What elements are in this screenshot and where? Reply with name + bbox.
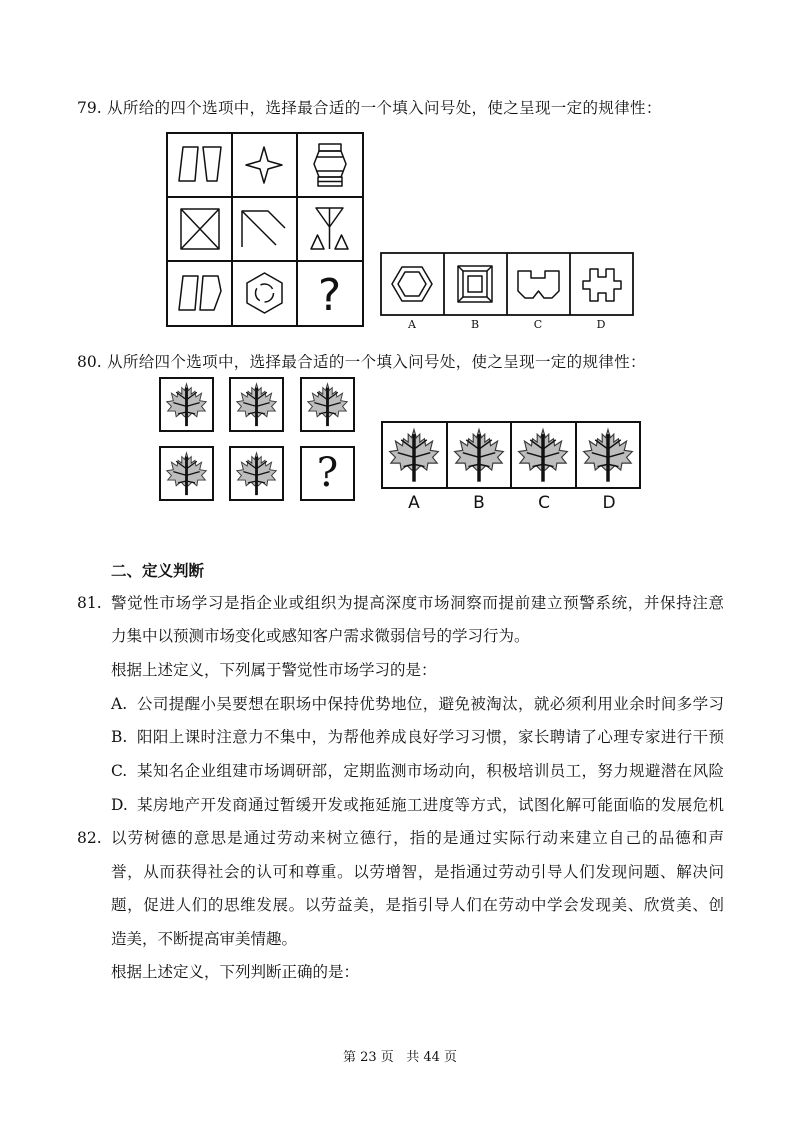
maple-leaf-icon <box>579 426 637 484</box>
option-letter: C. <box>111 762 128 780</box>
q82-stem-line-1 <box>77 828 724 848</box>
q80-grid-cell-4 <box>159 446 214 501</box>
q80-option-d <box>575 423 640 487</box>
two-trapezoids-figure <box>179 147 221 181</box>
option-a-double-hexagon-figure <box>392 267 432 301</box>
option-label-c: C <box>533 318 543 331</box>
triangles-with-stem-figure <box>311 208 348 249</box>
question-mark: ? <box>316 450 339 496</box>
maple-leaf-icon <box>163 450 210 497</box>
q80-options-strip <box>381 421 641 489</box>
maple-leaf-icon <box>233 381 280 428</box>
maple-leaf-icon <box>385 426 443 484</box>
four-point-star-figure <box>246 147 282 183</box>
question-title: 从所给四个选项中，选择最合适的一个填入问号处，使之呈现一定的规律性： <box>107 353 646 371</box>
q81-option-b <box>111 727 724 747</box>
q79-figure-grid <box>166 132 364 327</box>
q80-option-a <box>383 423 446 487</box>
q81-stem-line-2: 力集中以预测市场变化或感知客户需求微弱信号的学习行为。 <box>111 627 530 645</box>
q82-stem-line-4: 造美，不断提高审美情趣。 <box>111 930 298 948</box>
q80-grid-cell-5 <box>229 446 284 501</box>
page-footer: 第 23 页 共 44 页 <box>342 1050 457 1065</box>
question-number: 81. <box>77 594 102 612</box>
section-title: 二、定义判断 <box>111 561 205 580</box>
maple-leaf-icon <box>514 426 572 484</box>
q79-options-strip <box>380 252 634 317</box>
option-label-a: A <box>408 493 420 513</box>
question-mark: ? <box>317 270 342 321</box>
option-d-notched-cross-figure <box>583 269 621 301</box>
maple-leaf-icon <box>304 381 351 428</box>
q79-title-line <box>77 98 724 118</box>
question-title: 从所给的四个选项中，选择最合适的一个填入问号处，使之呈现一定的规律性： <box>107 99 662 117</box>
q82-stem-line-3: 题，促进人们的思维发展。以劳益美，是指引导人们在劳动中学会发现美、欣赏美、创 <box>111 896 724 914</box>
square-with-x-figure <box>181 209 219 249</box>
option-label-b: B <box>470 318 480 331</box>
question-number: 80. <box>77 353 102 371</box>
stem-text: 警觉性市场学习是指企业或组织为提高深度市场洞察而提前建立预警系统，并保持注意 <box>111 594 724 612</box>
q81-stem-line-1 <box>77 593 724 613</box>
q80-grid-cell-1 <box>159 377 214 432</box>
option-label-d: D <box>602 493 616 513</box>
q81-prompt: 根据上述定义，下列属于警觉性市场学习的是： <box>111 661 437 679</box>
q80-question-mark-cell <box>300 446 355 501</box>
option-label-a: A <box>408 318 416 331</box>
question-number: 82. <box>77 829 102 847</box>
q80-grid-cell-2 <box>229 377 284 432</box>
vase-figure <box>314 144 346 186</box>
two-parallelograms-figure <box>179 276 221 310</box>
option-letter: B. <box>111 728 128 746</box>
q82-stem-line-2: 誉，从而获得社会的认可和尊重。以劳增智，是指通过劳动引导人们发现问题、解决问 <box>111 863 724 881</box>
q80-grid-cell-3 <box>300 377 355 432</box>
hexagon-with-ring-figure <box>247 273 282 313</box>
angle-lines-figure <box>242 211 285 247</box>
stem-text: 以劳树德的意思是通过劳动来树立德行，指的是通过实际行动来建立自己的品德和声 <box>111 829 724 847</box>
option-text: 某房地产开发商通过暂缓开发或拖延施工进度等方式，试图化解可能面临的发展危机 <box>137 796 724 814</box>
maple-leaf-icon <box>233 450 280 497</box>
option-text: 公司提醒小吴要想在职场中保持优势地位，避免被淘汰，就必须利用业余时间多学习 <box>137 695 724 713</box>
option-label-d: D <box>596 318 606 331</box>
options-border <box>381 253 633 315</box>
q80-option-b <box>446 423 511 487</box>
option-text: 某知名企业组建市场调研部，定期监测市场动向，积极培训员工，努力规避潜在风险 <box>137 762 724 780</box>
question-number: 79. <box>77 99 102 117</box>
option-label-b: B <box>473 493 485 513</box>
option-c-notched-shape-figure <box>518 271 559 298</box>
q82-prompt: 根据上述定义，下列判断正确的是： <box>111 963 360 981</box>
q81-option-c <box>111 761 724 781</box>
option-text: 阳阳上课时注意力不集中，为帮他养成良好学习习惯，家长聘请了心理专家进行干预 <box>137 728 724 746</box>
q80-option-c <box>510 423 575 487</box>
option-b-nested-squares-figure <box>458 266 492 302</box>
maple-leaf-icon <box>163 381 210 428</box>
q81-option-a <box>111 694 724 714</box>
option-label-c: C <box>538 493 550 513</box>
q81-option-d <box>111 795 724 815</box>
maple-leaf-icon <box>450 426 508 484</box>
option-letter: D. <box>111 796 128 814</box>
q80-title-line <box>77 352 724 372</box>
option-letter: A. <box>111 695 128 713</box>
